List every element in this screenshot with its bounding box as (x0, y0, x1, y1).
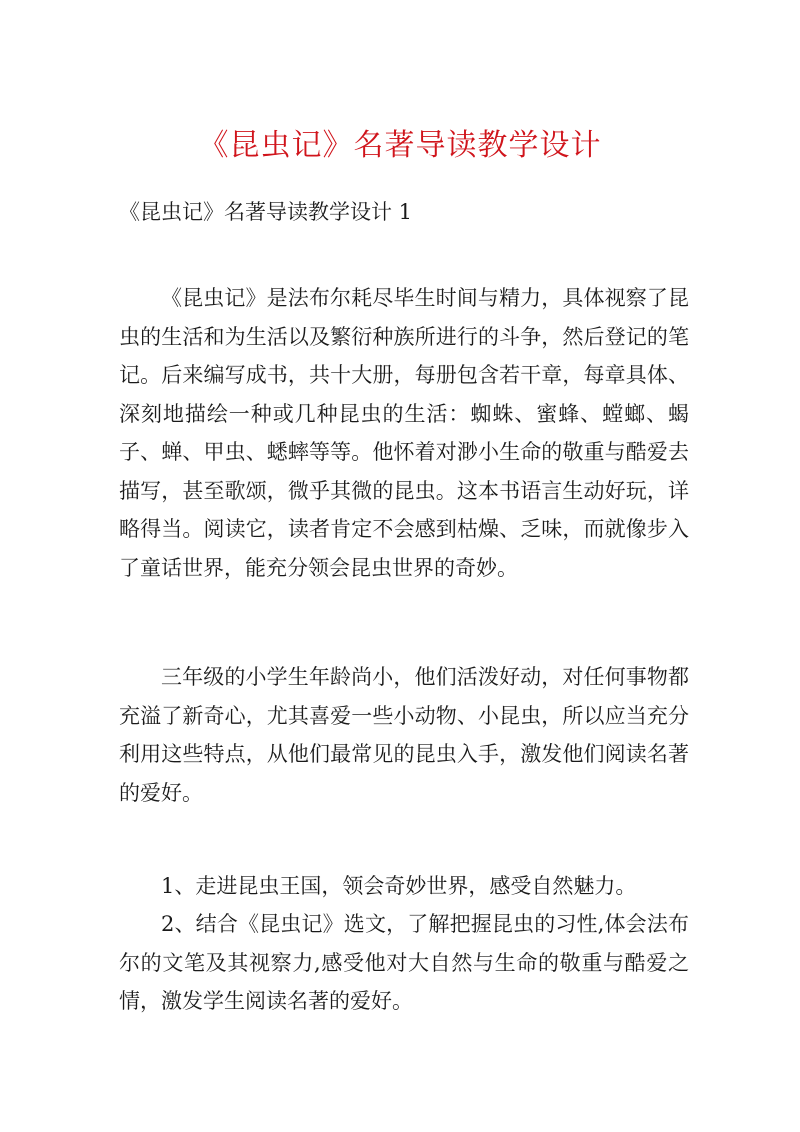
section-heading: 《昆虫记》名著导读教学设计 1 (119, 200, 413, 224)
objective-item-2: 2、结合《昆虫记》选文，了解把握昆虫的习性,体会法布尔的文笔及其视察力,感受他对大自然与生命的敬重与酷爱之情，激发学生阅读名著的爱好。 (119, 912, 689, 1013)
objective-item-1: 1、走进昆虫王国，领会奇妙世界，感受自然魅力。 (161, 874, 637, 898)
document-title: 《昆虫记》名著导读教学设计 (198, 128, 602, 163)
paragraph-student-analysis: 三年级的小学生年龄尚小，他们活泼好动，对任何事物都充溢了新奇心，尤其喜爱一些小动物、小昆虫，所以应当充分利用这些特点，从他们最常见的昆虫入手，激发他们阅读名著的爱好。 (119, 665, 689, 805)
paragraph-introduction: 《昆虫记》是法布尔耗尽毕生时间与精力，具体视察了昆虫的生活和为生活以及繁衍种族所进行的斗争，然后登记的笔记。后来编写成书，共十大册，每册包含若干章，每章具体、深刻地描绘一种或几种昆虫的生活：蜘蛛、蜜蜂、螳螂、蝎子、蝉、甲虫、蟋蟀等等。他怀着对渺小生命的敬重与酷爱去描写，甚至歌颂，微乎其微的昆虫。这本书语言生动好玩，详略得当。阅读它，读者肯定不会感到枯燥、乏味，而就像步入了童话世界，能充分领会昆虫世界的奇妙。 (119, 286, 689, 580)
